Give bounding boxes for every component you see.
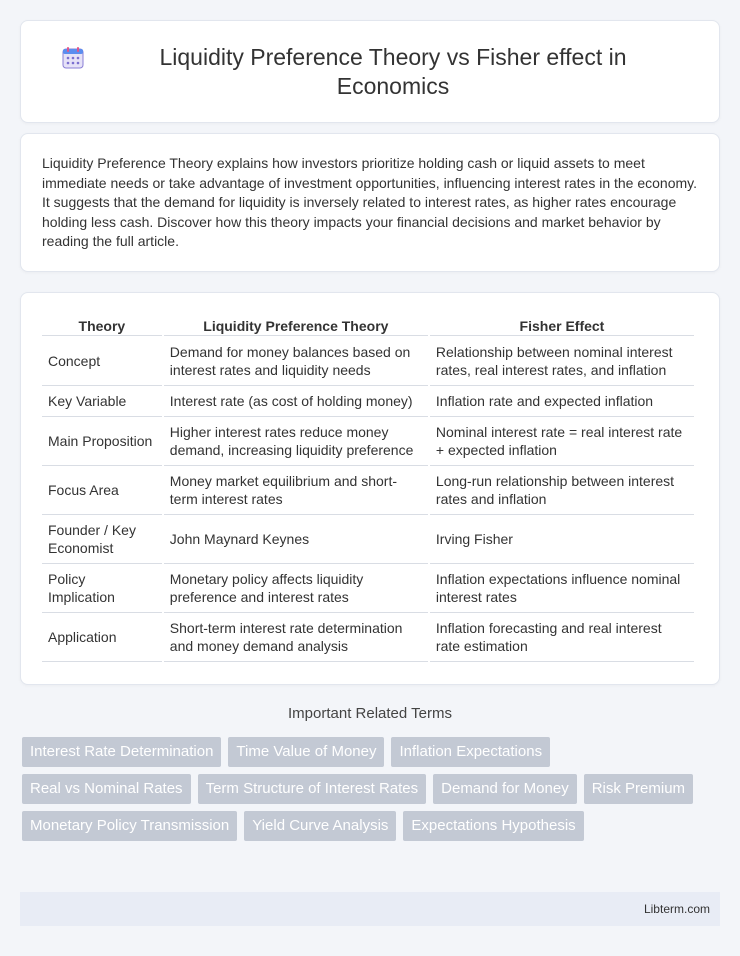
table-cell: Interest rate (as cost of holding money) — [164, 386, 428, 417]
header-theory: Theory — [42, 313, 162, 336]
row-label: Main Proposition — [42, 417, 162, 466]
related-term-tag[interactable]: Real vs Nominal Rates — [22, 774, 191, 804]
table-cell: Nominal interest rate = real interest rate + expected inflation — [430, 417, 694, 466]
table-row — [42, 417, 694, 466]
table-cell: Demand for money balances based on interest rates and liquidity needs — [164, 336, 428, 386]
related-term-tag[interactable]: Yield Curve Analysis — [244, 811, 396, 841]
row-label: Application — [42, 613, 162, 662]
related-term-tag[interactable]: Interest Rate Determination — [22, 737, 221, 767]
intro-card — [20, 133, 720, 272]
table-cell: Monetary policy affects liquidity preference and interest rates — [164, 564, 428, 613]
related-term-tag[interactable]: Monetary Policy Transmission — [22, 811, 237, 841]
table-row — [42, 613, 694, 662]
table-cell: Inflation expectations influence nominal interest rates — [430, 564, 694, 613]
footer — [20, 892, 720, 926]
table-row — [42, 466, 694, 515]
intro-text: Liquidity Preference Theory explains how investors prioritize holding cash or liquid assets to meet immediate needs or take advantage of investment opportunities, influencing interest rates in the economy. It suggests that the demand for liquidity is inversely related to interest rates, as higher rates encourage holding less cash. Discover how this theory impacts your financial decisions and market behavior by reading the full article. — [42, 155, 698, 250]
table-header-row — [42, 313, 694, 336]
page-title: Liquidity Preference Theory vs Fisher effect in Economics — [159, 43, 627, 99]
table-row — [42, 336, 694, 386]
row-label: Founder / Key Economist — [42, 515, 162, 564]
calendar-icon — [60, 45, 86, 71]
footer-site-link[interactable]: Libterm.com — [643, 902, 710, 916]
comparison-table — [40, 313, 696, 662]
table-cell: Irving Fisher — [430, 515, 694, 564]
table-row — [42, 386, 694, 417]
header-fisher-effect: Fisher Effect — [430, 313, 694, 336]
related-terms-list — [22, 737, 722, 848]
title-wrap — [60, 43, 680, 101]
row-label: Policy Implication — [42, 564, 162, 613]
table-cell: Short-term interest rate determination and money demand analysis — [164, 613, 428, 662]
table-cell: Inflation rate and expected inflation — [430, 386, 694, 417]
related-term-tag[interactable]: Expectations Hypothesis — [403, 811, 583, 841]
related-term-tag[interactable]: Term Structure of Interest Rates — [198, 774, 427, 804]
row-label: Concept — [42, 336, 162, 386]
table-cell: Money market equilibrium and short-term interest rates — [164, 466, 428, 515]
row-label: Focus Area — [42, 466, 162, 515]
related-term-tag[interactable]: Time Value of Money — [228, 737, 384, 767]
related-term-tag[interactable]: Inflation Expectations — [391, 737, 550, 767]
header-liquidity-preference: Liquidity Preference Theory — [164, 313, 428, 336]
row-label: Key Variable — [42, 386, 162, 417]
table-cell: Higher interest rates reduce money demand, increasing liquidity preference — [164, 417, 428, 466]
table-cell: Long-run relationship between interest rates and inflation — [430, 466, 694, 515]
table-cell: John Maynard Keynes — [164, 515, 428, 564]
title-card — [20, 20, 720, 123]
table-row — [42, 515, 694, 564]
related-terms-title: Important Related Terms — [288, 705, 452, 722]
related-term-tag[interactable]: Risk Premium — [584, 774, 693, 804]
table-cell: Inflation forecasting and real interest rate estimation — [430, 613, 694, 662]
table-cell: Relationship between nominal interest rates, real interest rates, and inflation — [430, 336, 694, 386]
related-term-tag[interactable]: Demand for Money — [433, 774, 577, 804]
table-row — [42, 564, 694, 613]
comparison-card — [20, 292, 720, 685]
